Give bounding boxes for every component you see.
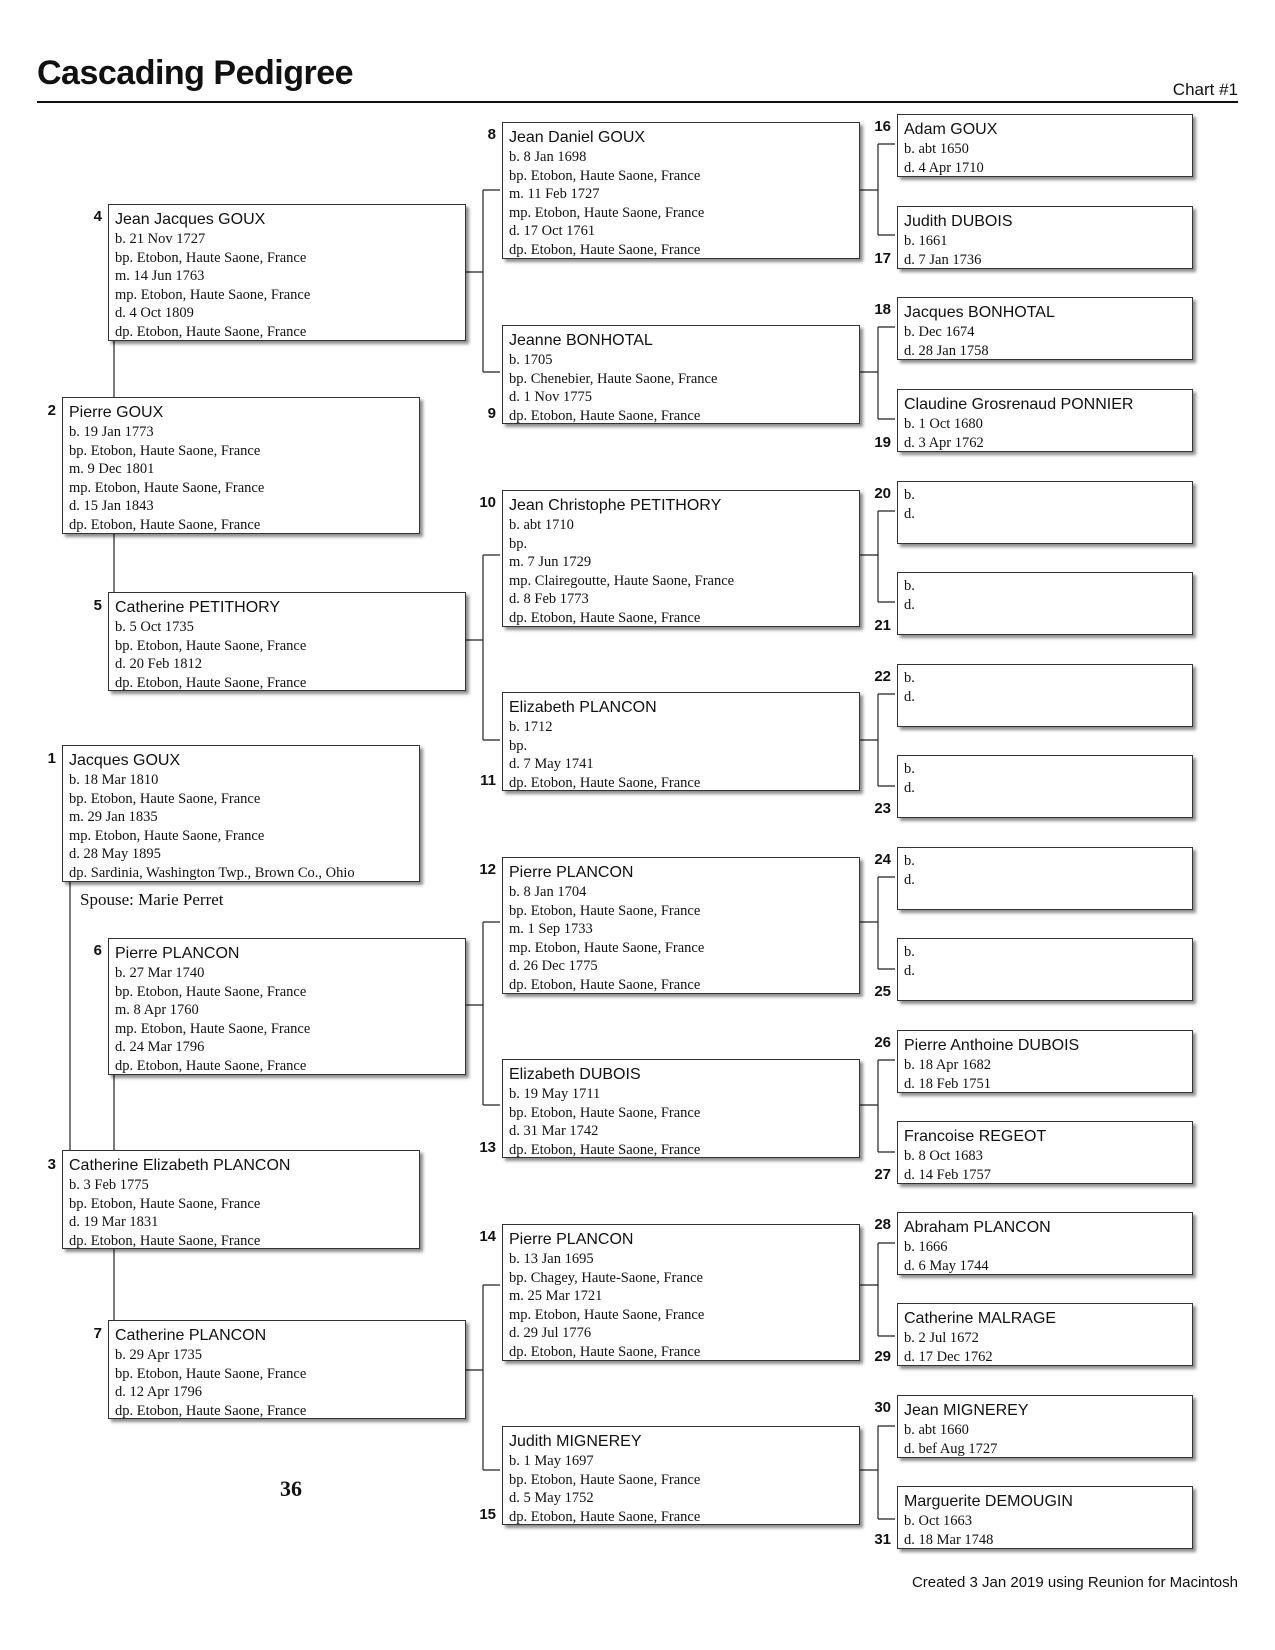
person-number-29: 29 [874,1348,891,1365]
person-name: Pierre PLANCON [509,864,634,881]
fact-marriageplace: mp. Etobon, Haute Saone, France [69,827,265,844]
person-number-6: 6 [93,942,102,959]
person-number-13: 13 [479,1139,496,1156]
person-name: Jacques BONHOTAL [904,304,1055,321]
connector-5-parents [465,555,500,740]
person-name: Jeanne BONHOTAL [509,332,653,349]
fact-birth: b. 1666 [904,1239,948,1255]
person-number-9: 9 [487,405,496,422]
fact-birth: b. [904,487,915,503]
page-number: 36 [280,1476,302,1501]
spouse-note: Spouse: Marie Perret [80,890,224,909]
person-name: Jean Christophe PETITHORY [509,497,722,514]
person-box-4[interactable] [108,204,466,341]
fact-birthplace: bp. Etobon, Haute Saone, France [509,167,701,184]
person-number-24: 24 [874,851,891,868]
person-box-21[interactable] [897,572,1193,635]
fact-death: d. 18 Feb 1751 [904,1075,991,1092]
fact-deathplace: dp. Etobon, Haute Saone, France [115,1057,307,1074]
fact-marriage: m. 14 Jun 1763 [115,268,205,284]
fact-birthplace: bp. Etobon, Haute Saone, France [115,1365,307,1382]
fact-birth: b. 21 Nov 1727 [115,231,206,247]
connector-15-parents [860,1426,895,1519]
fact-deathplace: dp. Etobon, Haute Saone, France [509,609,701,626]
person-number-14: 14 [479,1228,496,1245]
fact-death: d. [904,596,915,613]
fact-death: d. 3 Apr 1762 [904,434,984,451]
fact-death: d. [904,962,915,979]
fact-deathplace: dp. Etobon, Haute Saone, France [509,241,701,258]
person-box-15[interactable] [502,1426,860,1525]
fact-marriageplace: mp. Clairegoutte, Haute Saone, France [509,572,735,589]
person-name: Pierre GOUX [69,404,164,421]
chart-number: Chart #1 [1172,80,1238,99]
fact-death: d. 15 Jan 1843 [69,498,154,514]
person-number-25: 25 [874,983,891,1000]
person-number-5: 5 [93,597,102,614]
person-box-8[interactable] [502,122,860,259]
fact-death: d. 31 Mar 1742 [509,1123,599,1139]
person-box-9[interactable] [502,325,860,424]
fact-birth: b. 8 Jan 1698 [509,149,587,165]
fact-death: d. 20 Feb 1812 [115,656,202,672]
fact-deathplace: dp. Etobon, Haute Saone, France [509,1508,701,1525]
connector-11-parents [860,694,895,786]
created-footer: Created 3 Jan 2019 using Reunion for Macintosh [911,1574,1238,1591]
person-box-14[interactable] [502,1224,860,1361]
person-box-1[interactable] [62,745,420,882]
person-name: Judith DUBOIS [904,213,1013,230]
fact-birth: b. Oct 1663 [904,1513,973,1529]
fact-birthplace: bp. Etobon, Haute Saone, France [115,983,307,1000]
connector-8-parents [860,144,895,235]
fact-birth: b. 1 May 1697 [509,1453,594,1469]
fact-death: d. [904,688,915,705]
fact-death: d. 18 Mar 1748 [904,1531,994,1548]
fact-death: d. 28 May 1895 [69,846,161,862]
fact-birth: b. Dec 1674 [904,324,975,340]
fact-death: d. 24 Mar 1796 [115,1039,205,1055]
person-name: Marguerite DEMOUGIN [904,1493,1073,1510]
connector-4-parents [465,190,500,372]
person-number-15: 15 [479,1506,496,1523]
person-number-28: 28 [874,1216,891,1233]
fact-birth: b. [904,761,915,777]
person-name: Elizabeth DUBOIS [509,1066,641,1083]
fact-birthplace: bp. Etobon, Haute Saone, France [69,790,261,807]
person-number-19: 19 [874,434,891,451]
fact-birth: b. 5 Oct 1735 [115,619,194,635]
fact-birth: b. 19 May 1711 [509,1086,601,1102]
fact-death: d. 29 Jul 1776 [509,1325,592,1341]
person-name: Francoise REGEOT [904,1128,1047,1145]
fact-birthplace: bp. Chagey, Haute-Saone, France [509,1269,703,1286]
fact-birth: b. 13 Jan 1695 [509,1251,594,1267]
person-box-20[interactable] [897,481,1193,544]
fact-birthplace: bp. Etobon, Haute Saone, France [69,442,261,459]
fact-birth: b. [904,578,915,594]
fact-birth: b. abt 1650 [904,141,969,157]
fact-birthplace: bp. Etobon, Haute Saone, France [509,902,701,919]
person-box-18[interactable] [897,297,1193,360]
person-box-17[interactable] [897,206,1193,269]
fact-marriage: m. 29 Jan 1835 [69,809,158,825]
person-name: Catherine PLANCON [115,1327,267,1344]
fact-deathplace: dp. Sardinia, Washington Twp., Brown Co., Ohio [69,864,355,881]
person-box-25[interactable] [897,938,1193,1001]
person-number-2: 2 [47,402,56,419]
fact-death: d. 14 Feb 1757 [904,1166,991,1183]
person-name: Claudine Grosrenaud PONNIER [904,396,1134,413]
person-box-11[interactable] [502,692,860,791]
fact-birth: b. 19 Jan 1773 [69,424,154,440]
fact-birthplace: bp. [509,737,528,754]
fact-marriage: m. 8 Apr 1760 [115,1002,199,1018]
person-name: Jean Daniel GOUX [509,129,646,146]
fact-death: d. 4 Apr 1710 [904,159,984,176]
person-name: Jean Jacques GOUX [115,211,266,228]
person-box-7[interactable] [108,1320,466,1419]
person-number-16: 16 [874,118,891,135]
fact-birthplace: bp. Etobon, Haute Saone, France [115,249,307,266]
fact-marriage: m. 25 Mar 1721 [509,1288,603,1304]
person-box-5[interactable] [108,592,466,691]
person-box-10[interactable] [502,490,860,627]
person-name: Pierre Anthoine DUBOIS [904,1037,1080,1054]
connector-14-parents [860,1243,895,1336]
connector-9-parents [860,327,895,419]
person-box-12[interactable] [502,857,860,994]
person-number-20: 20 [874,485,891,502]
person-box-22[interactable] [897,664,1193,727]
person-box-28[interactable] [897,1212,1193,1275]
person-number-31: 31 [874,1531,891,1548]
connector-12-parents [860,877,895,969]
fact-deathplace: dp. Etobon, Haute Saone, France [509,1343,701,1360]
person-name: Elizabeth PLANCON [509,699,657,716]
fact-death: d. 5 May 1752 [509,1490,594,1506]
fact-marriage: m. 1 Sep 1733 [509,921,593,937]
person-number-4: 4 [93,208,102,225]
person-name: Catherine Elizabeth PLANCON [69,1157,291,1174]
fact-death: d. 4 Oct 1809 [115,305,194,321]
person-name: Pierre PLANCON [115,945,240,962]
fact-birth: b. 8 Oct 1683 [904,1148,983,1164]
fact-death: d. 12 Apr 1796 [115,1384,202,1400]
person-number-7: 7 [93,1325,102,1342]
fact-birth: b. 29 Apr 1735 [115,1347,202,1363]
fact-death: d. 7 Jan 1736 [904,251,982,268]
fact-marriage: m. 9 Dec 1801 [69,461,155,477]
fact-birth: b. 1712 [509,719,553,735]
fact-birth: b. 18 Mar 1810 [69,772,159,788]
person-box-23[interactable] [897,755,1193,818]
fact-death: d. 6 May 1744 [904,1257,989,1274]
person-number-21: 21 [874,617,891,634]
person-box-13[interactable] [502,1059,860,1158]
fact-death: d. [904,505,915,522]
fact-marriageplace: mp. Etobon, Haute Saone, France [509,1306,705,1323]
fact-marriageplace: mp. Etobon, Haute Saone, France [509,204,705,221]
fact-birthplace: bp. Chenebier, Haute Saone, France [509,370,718,387]
person-number-30: 30 [874,1399,891,1416]
connector-7-parents [465,1285,500,1470]
fact-death: d. 8 Feb 1773 [509,591,589,607]
fact-birth: b. 8 Jan 1704 [509,884,587,900]
fact-deathplace: dp. Etobon, Haute Saone, France [115,323,307,340]
fact-death: d. [904,871,915,888]
fact-death: d. [904,779,915,796]
page-title: Cascading Pedigree [37,54,354,92]
fact-death: d. 1 Nov 1775 [509,389,592,405]
fact-death: d. 26 Dec 1775 [509,958,598,974]
fact-birth: b. 1 Oct 1680 [904,416,983,432]
person-number-10: 10 [479,494,496,511]
fact-marriageplace: mp. Etobon, Haute Saone, France [115,1020,311,1037]
person-number-11: 11 [480,772,496,789]
fact-deathplace: dp. Etobon, Haute Saone, France [509,774,701,791]
fact-marriageplace: mp. Etobon, Haute Saone, France [115,286,311,303]
person-box-24[interactable] [897,847,1193,910]
person-box-16[interactable] [897,114,1193,177]
fact-death: d. 17 Oct 1761 [509,223,596,239]
fact-marriageplace: mp. Etobon, Haute Saone, France [69,479,265,496]
fact-deathplace: dp. Etobon, Haute Saone, France [509,1141,701,1158]
person-name: Jacques GOUX [69,752,181,769]
person-box-26[interactable] [897,1030,1193,1093]
fact-marriage: m. 7 Jun 1729 [509,554,592,570]
fact-death: d. 19 Mar 1831 [69,1214,159,1230]
fact-birth: b. [904,853,915,869]
person-name: Jean MIGNEREY [904,1402,1029,1419]
person-box-31[interactable] [897,1486,1193,1549]
fact-birth: b. abt 1660 [904,1422,969,1438]
person-number-17: 17 [874,250,891,267]
fact-birth: b. 18 Apr 1682 [904,1057,991,1073]
connector-13-parents [860,1060,895,1152]
person-box-3[interactable] [62,1150,420,1249]
fact-birth: b. 1705 [509,352,553,368]
fact-deathplace: dp. Etobon, Haute Saone, France [69,1232,261,1249]
person-number-27: 27 [874,1166,891,1183]
person-box-29[interactable] [897,1303,1193,1366]
person-box-30[interactable] [897,1395,1193,1458]
fact-birthplace: bp. [509,535,528,552]
person-name: Pierre PLANCON [509,1231,634,1248]
person-number-22: 22 [874,668,891,685]
fact-deathplace: dp. Etobon, Haute Saone, France [69,516,261,533]
fact-birth: b. [904,944,915,960]
person-name: Adam GOUX [904,121,998,138]
fact-deathplace: dp. Etobon, Haute Saone, France [115,674,307,691]
person-number-8: 8 [487,126,496,143]
fact-marriageplace: mp. Etobon, Haute Saone, France [509,939,705,956]
person-number-12: 12 [479,861,496,878]
fact-birthplace: bp. Etobon, Haute Saone, France [509,1471,701,1488]
fact-birthplace: bp. Etobon, Haute Saone, France [509,1104,701,1121]
person-number-23: 23 [874,800,891,817]
fact-birth: b. [904,670,915,686]
person-box-2[interactable] [62,397,420,534]
person-name: Judith MIGNEREY [509,1433,642,1450]
person-box-6[interactable] [108,938,466,1075]
fact-birth: b. 27 Mar 1740 [115,965,205,981]
person-name: Abraham PLANCON [904,1219,1051,1236]
fact-deathplace: dp. Etobon, Haute Saone, France [509,407,701,424]
fact-death: d. 17 Dec 1762 [904,1348,993,1365]
fact-death: d. 28 Jan 1758 [904,342,989,359]
person-number-18: 18 [874,301,891,318]
person-number-1: 1 [47,750,56,767]
fact-marriage: m. 11 Feb 1727 [509,186,600,202]
fact-birthplace: bp. Etobon, Haute Saone, France [69,1195,261,1212]
connector-10-parents [860,511,895,602]
fact-birthplace: bp. Etobon, Haute Saone, France [115,637,307,654]
fact-death: d. 7 May 1741 [509,756,594,772]
fact-birth: b. abt 1710 [509,517,574,533]
person-number-26: 26 [874,1034,891,1051]
person-box-27[interactable] [897,1121,1193,1184]
person-box-19[interactable] [897,389,1193,452]
connector-6-parents [465,922,500,1105]
fact-birth: b. 2 Jul 1672 [904,1330,979,1346]
person-name: Catherine MALRAGE [904,1310,1057,1327]
fact-birth: b. 3 Feb 1775 [69,1177,149,1193]
fact-deathplace: dp. Etobon, Haute Saone, France [509,976,701,993]
person-name: Catherine PETITHORY [115,599,281,616]
person-number-3: 3 [47,1156,56,1173]
fact-deathplace: dp. Etobon, Haute Saone, France [115,1402,307,1419]
fact-death: d. bef Aug 1727 [904,1440,998,1457]
fact-birth: b. 1661 [904,233,948,249]
